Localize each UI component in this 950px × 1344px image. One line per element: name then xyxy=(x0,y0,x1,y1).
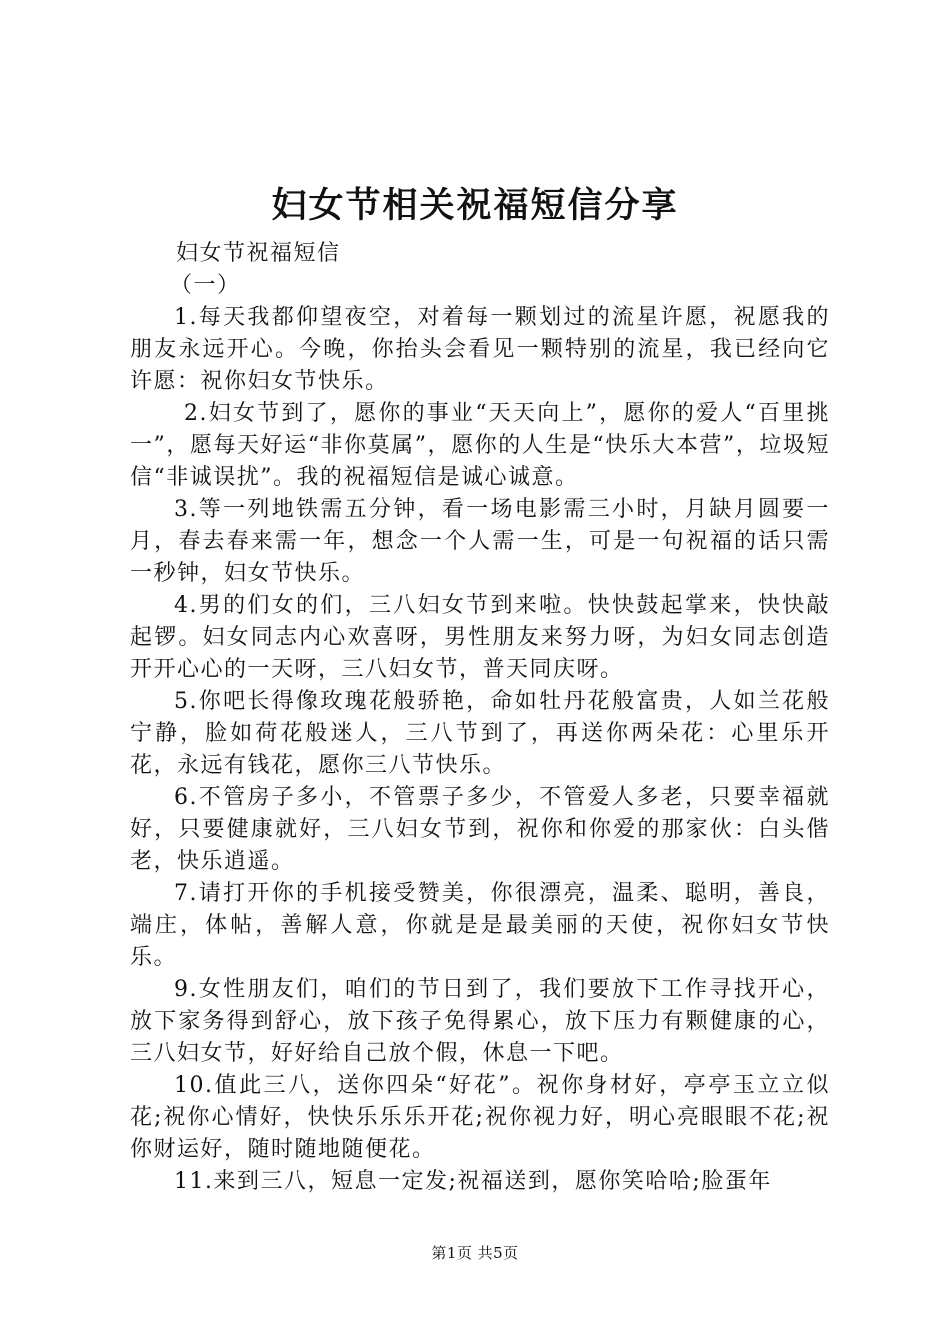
section-label: （一） xyxy=(170,273,241,298)
paragraph-5: 5.你吧长得像玫瑰花般骄艳，命如牡丹花般富贵，人如兰花般宁静，脸如荷花般迷人，三八节到了，再送你两朵花：心里乐开花，永远有钱花，愿你三八节快乐。 xyxy=(130,689,830,778)
paragraph-7: 7.请打开你的手机接受赞美，你很漂亮，温柔、聪明，善良，端庄，体帖，善解人意，你就是是最美丽的天使，祝你妇女节快乐。 xyxy=(130,881,830,970)
subheading: 妇女节祝福短信 xyxy=(176,241,341,266)
paragraph-1: 1.每天我都仰望夜空，对着每一颗划过的流星许愿，祝愿我的朋友永远开心。今晚，你抬头会看见一颗特别的流星，我已经向它许愿：祝你妇女节快乐。 xyxy=(130,305,830,394)
paragraph-6: 6.不管房子多小，不管票子多少，不管爱人多老，只要幸福就好，只要健康就好，三八妇女节到，祝你和你爱的那家伙：白头偕老，快乐逍遥。 xyxy=(130,785,830,874)
page-footer: 第1页 共5页 xyxy=(431,1244,519,1262)
paragraph-4: 4.男的们女的们，三八妇女节到来啦。快快鼓起掌来，快快敲起锣。妇女同志内心欢喜呀，男性朋友来努力呀，为妇女同志创造开开心心的一天呀，三八妇女节，普天同庆呀。 xyxy=(130,593,830,682)
page-title: 妇女节相关祝福短信分享 xyxy=(271,185,679,226)
paragraph-9: 9.女性朋友们，咱们的节日到了，我们要放下工作寻找开心，放下家务得到舒心，放下孩子免得累心，放下压力有颗健康的心，三八妇女节，好好给自己放个假，休息一下吧。 xyxy=(130,977,830,1066)
paragraph-2: 2.妇女节到了，愿你的事业“天天向上”，愿你的爱人“百里挑一”，愿每天好运“非你莫属”，愿你的人生是“快乐大本营”，垃圾短信“非诚误扰”。我的祝福短信是诚心诚意。 xyxy=(130,401,830,490)
paragraph-3: 3.等一列地铁需五分钟，看一场电影需三小时，月缺月圆要一月，春去春来需一年，想念一个人需一生，可是一句祝福的话只需一秒钟，妇女节快乐。 xyxy=(130,497,830,586)
paragraph-10: 10.值此三八，送你四朵“好花”。祝你身材好，亭亭玉立立似花;祝你心情好，快快乐乐乐开花;祝你视力好，明心亮眼眼不花;祝你财运好，随时随地随便花。 xyxy=(130,1073,830,1162)
paragraph-11: 11.来到三八，短息一定发;祝福送到，愿你笑哈哈;脸蛋年 xyxy=(174,1169,772,1194)
document-body xyxy=(130,238,830,1198)
